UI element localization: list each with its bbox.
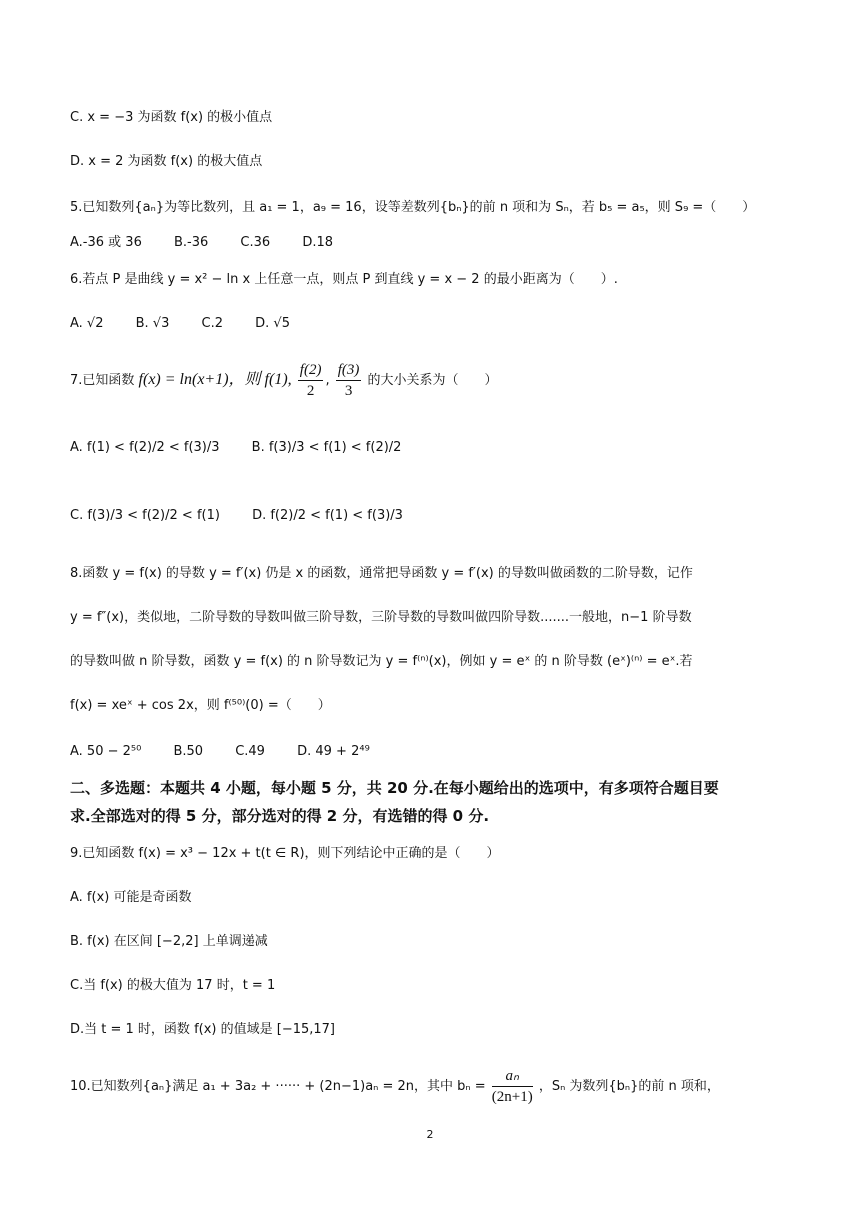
q5-option: B.-36 bbox=[173, 235, 209, 250]
q9-option-a: A. f(x) 可能是奇函数 bbox=[70, 890, 192, 905]
q6-stem: 6.若点 P 是曲线 y = x² − ln x 上任意一点，则点 P 到直线 y = x − 2 的最小距离为（ ）. bbox=[70, 272, 618, 287]
q9-option-c: C.当 f(x) 的极大值为 17 时，t = 1 bbox=[70, 978, 276, 993]
q7-fraction-f3: $\frac{f(3)}{3}$ bbox=[337, 362, 360, 399]
section-2-heading-line-1: 二、多选题：本题共 4 小题，每小题 5 分，共 20 分.在每小题给出的选项中，有多项符合题目要 bbox=[70, 779, 719, 797]
q6-options bbox=[70, 314, 318, 334]
q7-stem-prefix: 7.已知函数 bbox=[70, 373, 135, 388]
q6-option: A. √2 bbox=[70, 316, 104, 331]
q7-option-d: D. f(2)/2 < f(1) < f(3)/3 bbox=[252, 508, 403, 523]
q10-stem-part-a: 10.已知数列{aₙ}满足 a₁ + 3a₂ + ······ + (2n−1)aₙ = 2n，其中 bₙ = bbox=[70, 1079, 486, 1094]
q5-option: C.36 bbox=[240, 235, 271, 250]
q7-options-row1 bbox=[70, 438, 429, 458]
q10-fraction-bn: $\frac{\text{aₙ}}{(2n+1)}$ bbox=[491, 1068, 533, 1105]
q5-option: A.-36 或 36 bbox=[70, 235, 142, 250]
q8-option: B.50 bbox=[173, 744, 204, 759]
q8-line-1: 8.函数 y = f(x) 的导数 y = f′(x) 仍是 x 的函数，通常把导函数 y = f′(x) 的导数叫做函数的二阶导数，记作 bbox=[70, 566, 693, 581]
q7-fraction-f2: $\frac{f(2)}{2}$ bbox=[299, 362, 322, 399]
q8-option: C.49 bbox=[235, 744, 265, 759]
q8-line-3: 的导数叫做 n 阶导数，函数 y = f(x) 的 n 阶导数记为 y = f⁽ⁿ⁾(x)，例如 y = eˣ 的 n 阶导数 (eˣ)⁽ⁿ⁾ = eˣ.若 bbox=[70, 654, 693, 669]
q7-stem-suffix: 的大小关系为（ ） bbox=[367, 373, 498, 388]
q7-option-b: B. f(3)/3 < f(1) < f(2)/2 bbox=[251, 440, 402, 455]
q9-stem: 9.已知函数 f(x) = x³ − 12x + t(t ∈ R)，则下列结论中正确的是（ ） bbox=[70, 846, 500, 861]
q8-options bbox=[70, 742, 398, 762]
q8-line-2: y = f″(x)，类似地，二阶导数的导数叫做三阶导数，三阶导数的导数叫做四阶导数.......一般地，n−1 阶导数 bbox=[70, 610, 692, 625]
q5-stem: 5.已知数列{aₙ}为等比数列，且 a₁ = 1，a₉ = 16，设等差数列{bₙ}的前 n 项和为 Sₙ，若 b₅ = a₅，则 S₉ =（ ） bbox=[70, 200, 756, 215]
q10-stem-part-b: ，Sₙ 为数列{bₙ}的前 n 项和， bbox=[538, 1079, 720, 1094]
q10-stem bbox=[70, 1066, 720, 1107]
q7-options-row2 bbox=[70, 506, 431, 526]
section-2-heading-line-2: 求.全部选对的得 5 分，部分选对的得 2 分，有选错的得 0 分. bbox=[70, 807, 490, 825]
q5-option: D.18 bbox=[302, 235, 334, 250]
q9-option-b: B. f(x) 在区间 [−2,2] 上单调递减 bbox=[70, 934, 268, 949]
q9-option-d: D.当 t = 1 时，函数 f(x) 的值域是 [−15,17] bbox=[70, 1022, 335, 1037]
q8-option: A. 50 − 2⁵⁰ bbox=[70, 744, 142, 759]
q8-option: D. 49 + 2⁴⁹ bbox=[297, 744, 370, 759]
q6-option: D. √5 bbox=[255, 316, 290, 331]
q8-line-4: f(x) = xeˣ + cos 2x，则 f⁽⁵⁰⁾(0) =（ ） bbox=[70, 698, 331, 713]
q7-stem-function: f(x) = ln(x+1)，则 f(1), bbox=[138, 371, 292, 388]
q6-option: B. √3 bbox=[135, 316, 170, 331]
q4-option-d: D. x = 2 为函数 f(x) 的极大值点 bbox=[70, 154, 263, 169]
q5-options bbox=[70, 233, 361, 253]
q4-option-c: C. x = −3 为函数 f(x) 的极小值点 bbox=[70, 110, 273, 125]
q6-option: C.2 bbox=[201, 316, 223, 331]
q7-option-c: C. f(3)/3 < f(2)/2 < f(1) bbox=[70, 508, 220, 523]
q7-option-a: A. f(1) < f(2)/2 < f(3)/3 bbox=[70, 440, 220, 455]
q7-stem: 7.已知函数 f(x) = ln(x+1)，则 f(1), $\frac{f(2)}{2}$ , $\frac{f(3)}{3}$ 的大小关系为（ ） bbox=[70, 362, 498, 399]
page-number: 2 bbox=[426, 1128, 434, 1141]
